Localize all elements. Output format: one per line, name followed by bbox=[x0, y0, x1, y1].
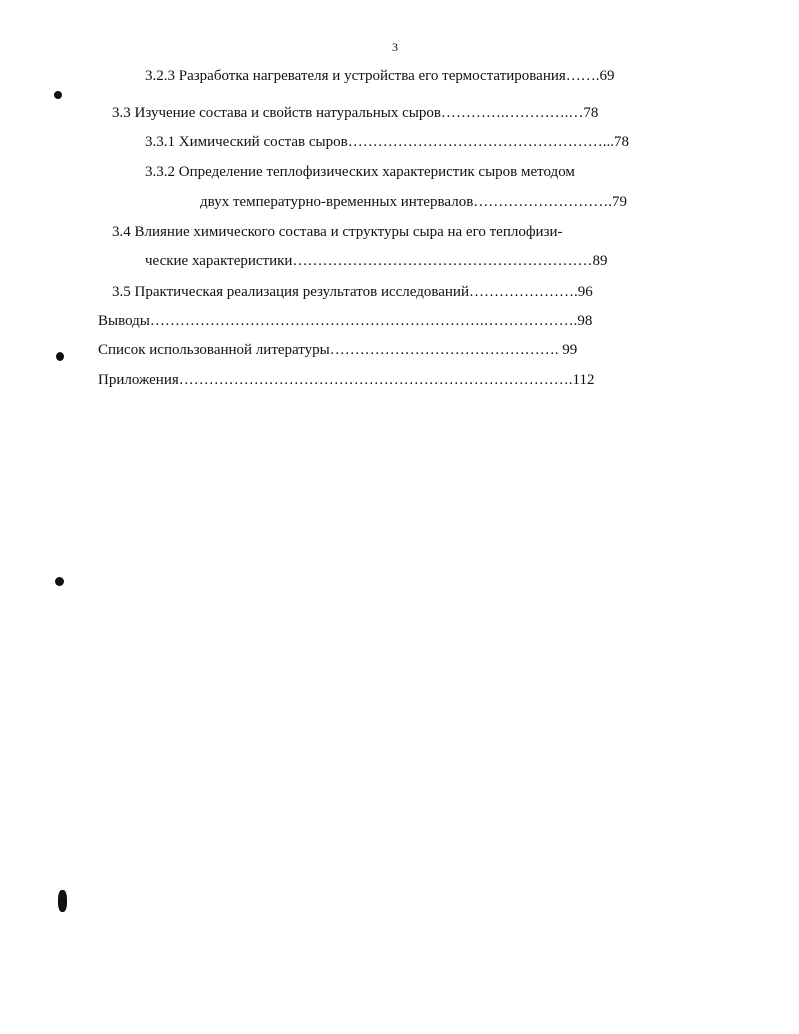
toc-entry: 3.2.3 Разработка нагревателя и устройства его термостатирования…….69 bbox=[145, 68, 615, 84]
toc-entry: 3.3.2 Определение теплофизических характеристик сыров методом bbox=[145, 164, 575, 180]
toc-entry: 3.5 Практическая реализация результатов исследований………………….96 bbox=[112, 284, 593, 300]
toc-entry-continuation: двух температурно-временных интервалов……………………….79 bbox=[200, 194, 628, 210]
toc-entry: 3.3 Изучение состава и свойств натуральных сыров………….………….…78 bbox=[112, 105, 599, 121]
toc-entry: Приложения…………………………………………………………………….112 bbox=[98, 372, 595, 388]
toc-entry: 3.3.1 Химический состав сыров……………………………………………...78 bbox=[145, 134, 629, 150]
scan-mark bbox=[58, 890, 67, 912]
toc-entry: 3.4 Влияние химического состава и структуры сыра на его теплофизи- bbox=[112, 224, 563, 240]
toc-entry: Список использованной литературы………………………………………. 99 bbox=[98, 342, 578, 358]
scan-mark bbox=[55, 577, 64, 586]
toc-entry: Выводы………………………………………………………….……………….98 bbox=[98, 313, 593, 329]
scan-mark bbox=[54, 91, 62, 99]
scan-mark bbox=[56, 352, 64, 361]
toc-entry-continuation: ческие характеристики……………………………………………………89 bbox=[145, 253, 608, 269]
page-number: 3 bbox=[392, 40, 398, 54]
